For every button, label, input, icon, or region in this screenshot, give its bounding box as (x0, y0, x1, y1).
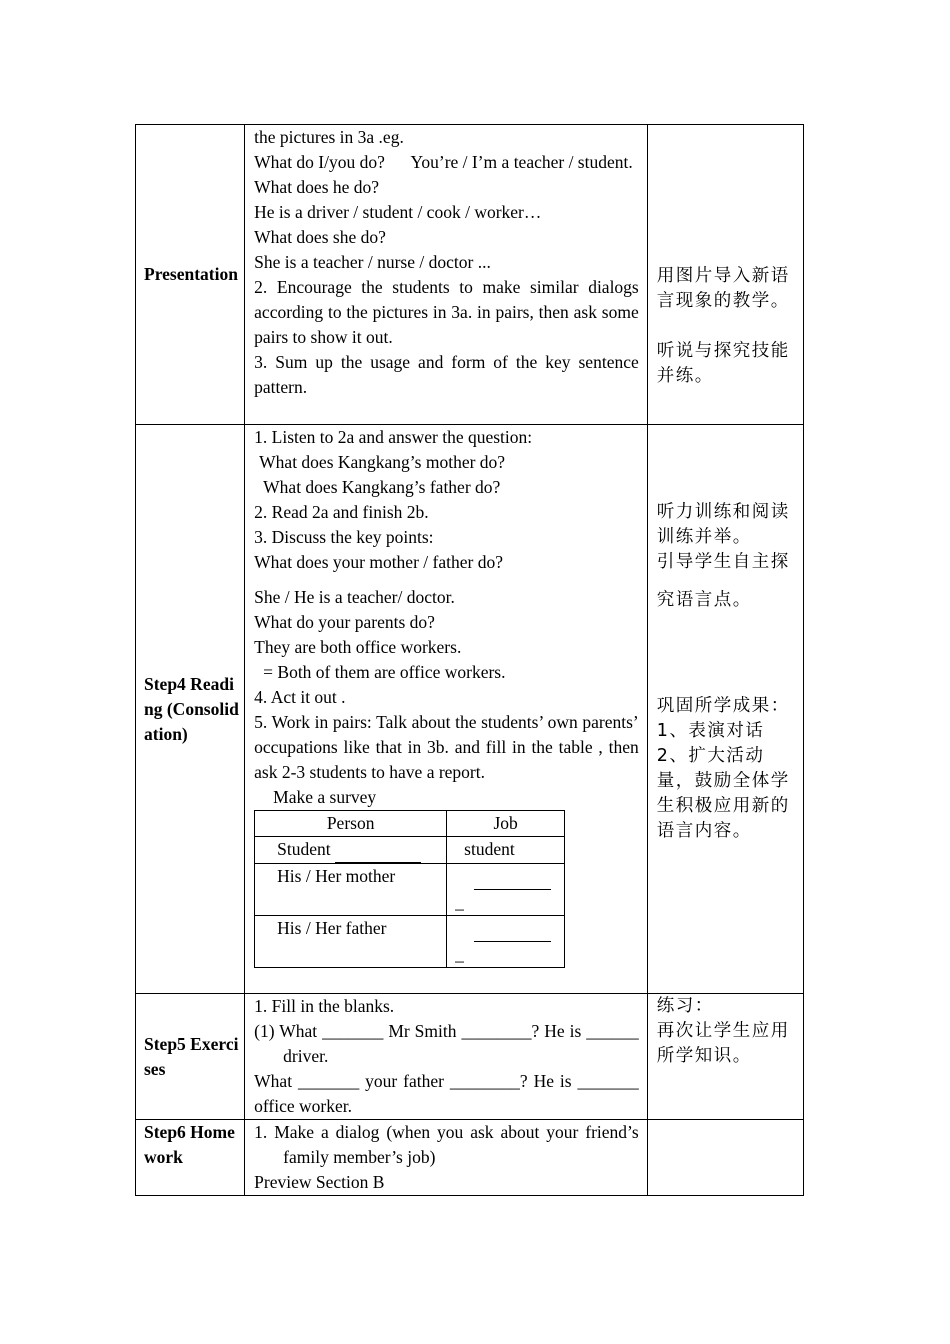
note-line: 再次让学生应用所学知识。 (656, 1021, 790, 1066)
presentation-line: What do I/you do? You’re / I’m a teacher / student. (254, 152, 633, 172)
reading-notes (647, 425, 803, 994)
presentation-label: Presentation (136, 125, 245, 425)
reading-line: 1. Listen to 2a and answer the question: (254, 427, 533, 447)
survey-blank-tail: _ (455, 892, 464, 912)
reading-line: 4. Act it out . (254, 687, 346, 707)
note-line: 究语言点。 (656, 590, 752, 610)
reading-line: 5. Work in pairs: Talk about the students’ own parents’ occupations like that in 3b. and fill in the table , then ask 2-3 students to have a report. (254, 712, 639, 782)
reading-line: What does Kangkang’s father do? (263, 477, 501, 497)
reading-line: What does Kangkang’s mother do? (259, 452, 506, 472)
survey-person: His / Her father (255, 916, 447, 968)
survey-person: His / Her mother (255, 864, 447, 916)
presentation-line: He is a driver / student / cook / worker… (254, 202, 542, 222)
note-line: 2、扩大活动量，鼓励全体学生积极应用新的语言内容。 (656, 746, 790, 841)
survey-title: Make a survey (273, 787, 377, 807)
lesson-plan-table (135, 124, 804, 1196)
presentation-row (136, 125, 804, 425)
survey-blank[interactable] (474, 916, 551, 942)
homework-notes (647, 1120, 803, 1196)
survey-table (254, 810, 565, 968)
presentation-line: 3. Sum up the usage and form of the key sentence pattern. (254, 352, 639, 397)
presentation-notes (647, 125, 803, 425)
survey-header-person: Person (255, 811, 447, 837)
homework-line: Preview Section B (254, 1172, 385, 1192)
note-line: 听说与探究技能并练。 (656, 341, 790, 386)
exercise-line: What _______ your father ________? He is _______ office worker. (254, 1071, 639, 1116)
reading-row (136, 425, 804, 994)
reading-line: 2. Read 2a and finish 2b. (254, 502, 429, 522)
note-line: 引导学生自主探 (656, 552, 790, 572)
survey-job: student (447, 837, 565, 864)
note-line: 用图片导入新语言现象的教学。 (656, 266, 790, 311)
homework-line: 1. Make a dialog (when you ask about your friend’s family member’s job) (254, 1122, 639, 1167)
exercise-line: (1) What _______ Mr Smith ________? He is ______ driver. (254, 1021, 639, 1066)
note-line: 练习： (656, 996, 714, 1016)
survey-blank-tail: _ (455, 944, 464, 964)
presentation-line: What does he do? (254, 177, 380, 197)
homework-content (245, 1120, 648, 1196)
exercises-row (136, 994, 804, 1120)
note-line: 巩固所学成果： (656, 696, 790, 716)
presentation-line: What does she do? (254, 227, 386, 247)
reading-line: = Both of them are office workers. (263, 662, 506, 682)
reading-line: They are both office workers. (254, 637, 462, 657)
reading-line: 3. Discuss the key points: (254, 527, 434, 547)
exercises-label: Step5 Exercises (136, 994, 245, 1120)
survey-cell (447, 864, 565, 916)
exercise-line: 1. Fill in the blanks. (254, 996, 395, 1016)
homework-row (136, 1120, 804, 1196)
reading-line: She / He is a teacher/ doctor. (254, 587, 455, 607)
survey-blank[interactable] (335, 837, 421, 863)
presentation-line: the pictures in 3a .eg. (254, 127, 404, 147)
reading-line: What do your parents do? (254, 612, 435, 632)
homework-label: Step6 Homework (136, 1120, 245, 1196)
reading-line: What does your mother / father do? (254, 552, 503, 572)
exercises-content (245, 994, 648, 1120)
reading-label: Step4 Reading (Consolidation) (136, 425, 245, 994)
survey-person: Student (277, 839, 331, 859)
survey-blank[interactable] (474, 864, 551, 890)
note-line: 1、表演对话 (656, 721, 765, 741)
survey-cell (447, 916, 565, 968)
presentation-line: 2. Encourage the students to make similar dialogs according to the pictures in 3a. in pairs, then ask some pairs to show it out. (254, 277, 639, 347)
presentation-content (245, 125, 648, 425)
presentation-line: She is a teacher / nurse / doctor ... (254, 252, 491, 272)
reading-content (245, 425, 648, 994)
survey-header-job: Job (447, 811, 565, 837)
survey-cell (255, 837, 447, 864)
note-line: 听力训练和阅读训练并举。 (656, 502, 790, 547)
exercises-notes (647, 994, 803, 1120)
